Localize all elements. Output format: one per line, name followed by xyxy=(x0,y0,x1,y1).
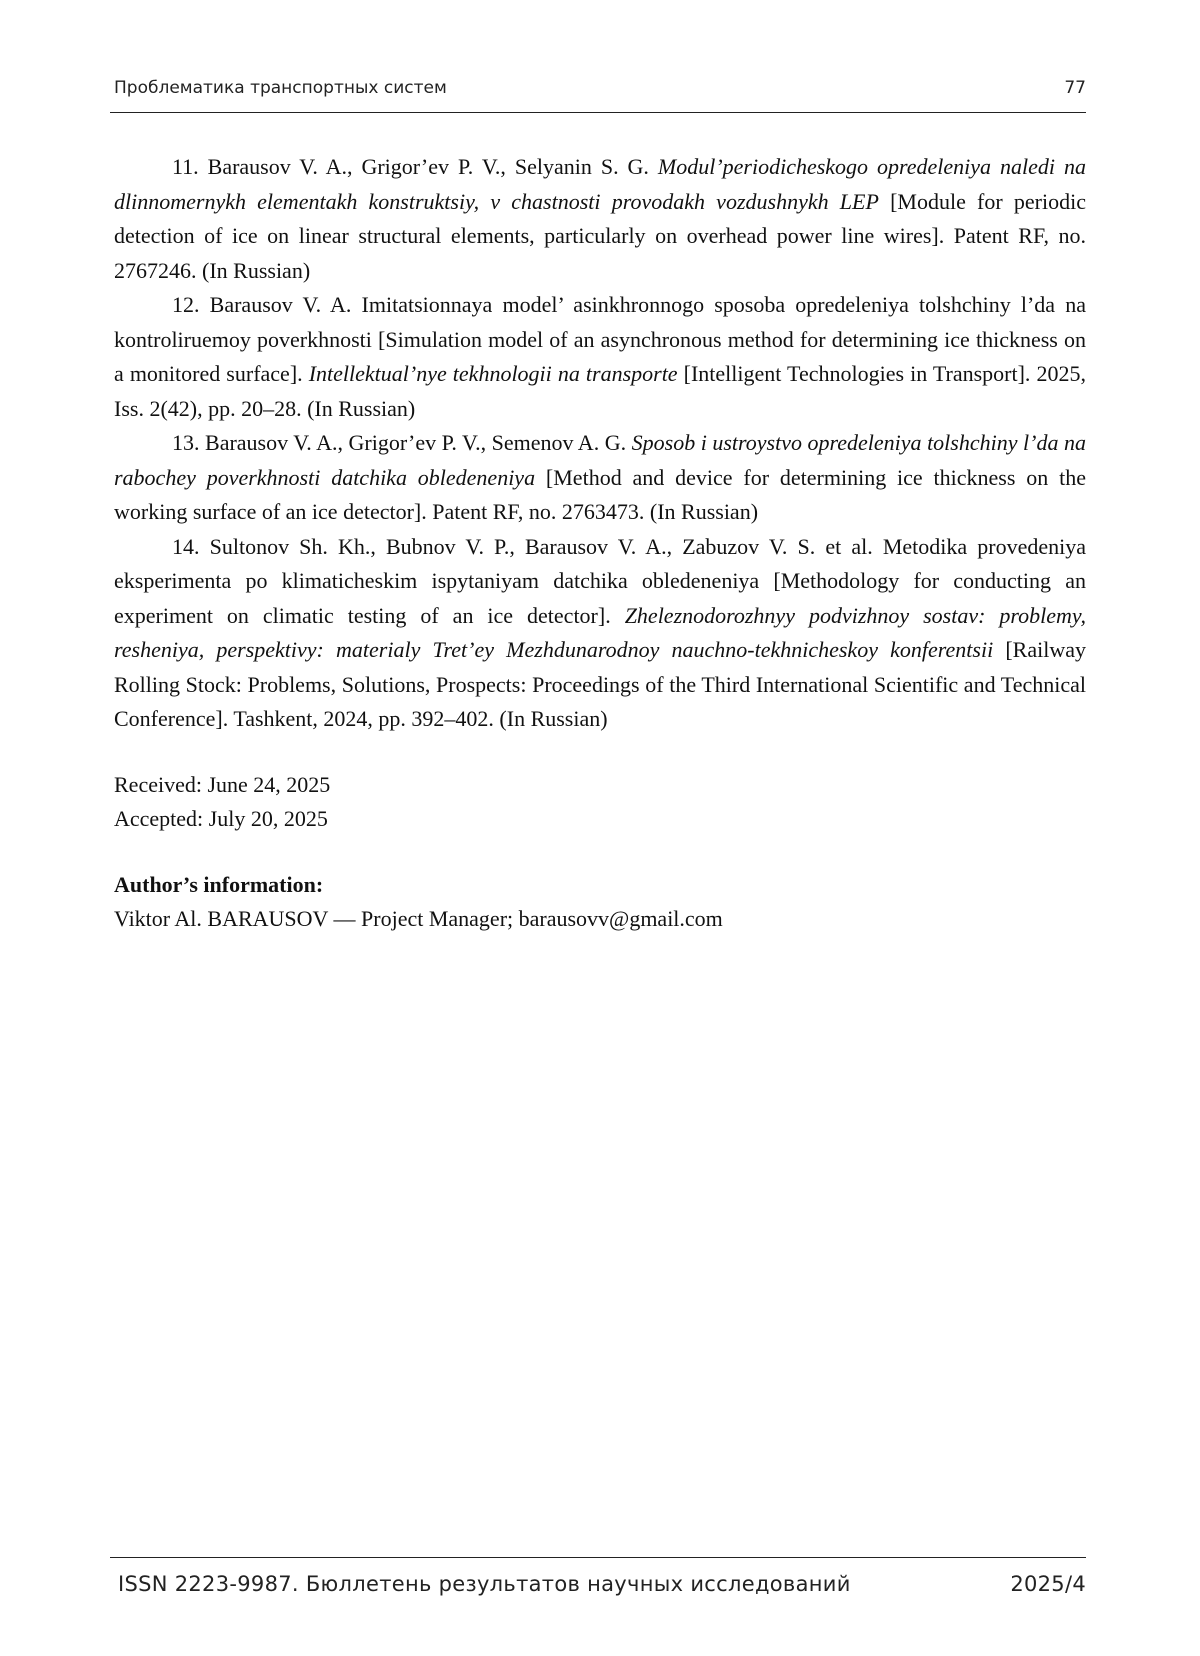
reference-list xyxy=(114,150,1086,737)
reference-lead: 14. Sultonov Sh. Kh., Bubnov V. P., Barausov V. A., Zabuzov V. S. et al. Metodika provedeniya eksperimenta po klimaticheskim ispytaniyam datchika obledeneniya [Methodology for conducting an experiment on climatic testing of an ice detector]. xyxy=(114,533,1086,628)
reference-lead: 12. Barausov V. A. Imitatsionnaya model’ asinkhronnogo sposoba opredeleniya tolshchiny l’da na kontroliruemoy poverkhnosti [Simulation model of an asynchronous method for determining ice thickness on a monitored surface]. xyxy=(114,292,1086,386)
received-date: Received: June 24, 2025 xyxy=(114,771,331,797)
reference-item-11 xyxy=(114,150,1086,288)
reference-item-12 xyxy=(114,288,1086,426)
page-body xyxy=(114,150,1086,937)
reference-lead: 13. Barausov V. A., Grigor’ev P. V., Semenov A. G. xyxy=(172,430,632,455)
reference-tail: [Intelligent Technologies in Transport]. 2025, Iss. 2(42), pp. 20–28. (In Russian) xyxy=(114,361,1086,421)
reference-lead: 11. Barausov V. A., Grigor’ev P. V., Selyanin S. G. xyxy=(172,154,658,179)
reference-italic-title: Zheleznodorozhnyy podvizhnoy sostav: problemy, resheniya, perspektivy: materialy Tret’ey Mezhdunarodnoy nauchno-tekhnicheskoy konferentsii xyxy=(114,602,1086,662)
running-header xyxy=(114,74,1086,114)
reference-item-13 xyxy=(114,426,1086,530)
header-rule xyxy=(110,112,1086,113)
article-dates xyxy=(114,768,1086,837)
reference-item-14 xyxy=(114,530,1086,737)
page-number: 77 xyxy=(1064,78,1086,98)
reference-tail: [Module for periodic detection of ice on linear structural elements, particularly on overhead power line wires]. Patent RF, no. 2767246. (In Russian) xyxy=(114,188,1086,283)
reference-italic-title: Modul’periodicheskogo opredeleniya naledi na dlinnomernykh elementakh konstruktsiy, v chastnosti provodakh vozdushnykh LEP xyxy=(114,154,1086,214)
reference-tail: [Railway Rolling Stock: Problems, Solutions, Prospects: Proceedings of the Third International Scientific and Technical Conference]. Tashkent, 2024, pp. 392–402. (In Russian) xyxy=(114,637,1086,731)
running-footer xyxy=(118,1566,1086,1606)
reference-italic-title: Sposob i ustroystvo opredeleniya tolshchiny l’da na rabochey poverkhnosti datchika obledeneniya xyxy=(114,430,1086,490)
reference-tail: [Method and device for determining ice thickness on the working surface of an ice detector]. Patent RF, no. 2763473. (In Russian) xyxy=(114,464,1086,524)
author-line: Viktor Al. BARAUSOV — Project Manager; barausovv@gmail.com xyxy=(114,906,723,931)
section-title: Проблематика транспортных систем xyxy=(114,78,447,98)
footer-rule xyxy=(110,1557,1086,1558)
author-information-heading: Author’s information: xyxy=(114,871,324,897)
journal-issn-title: ISSN 2223-9987. Бюллетень результатов научных исследований xyxy=(118,1572,851,1596)
issue-number: 2025/4 xyxy=(1010,1572,1086,1596)
accepted-date: Accepted: July 20, 2025 xyxy=(114,806,328,831)
author-information xyxy=(114,868,1086,937)
reference-italic-title: Intellektual’nye tekhnologii na transporte xyxy=(308,361,678,386)
